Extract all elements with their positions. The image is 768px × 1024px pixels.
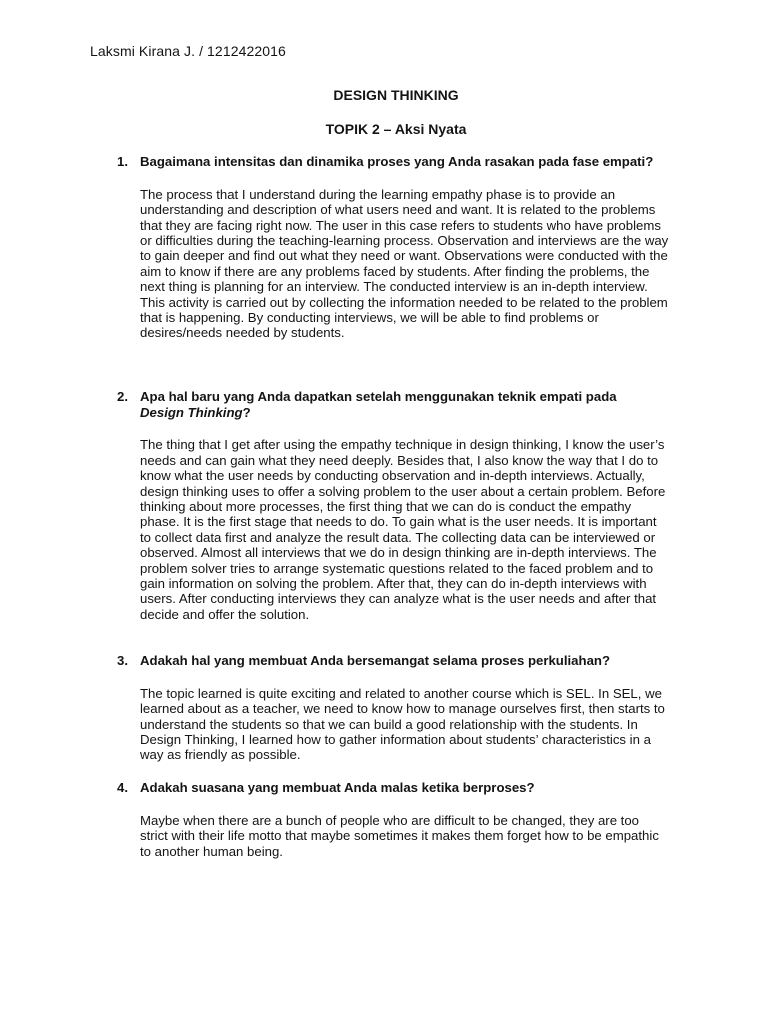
document-title: DESIGN THINKING bbox=[333, 87, 459, 103]
answer-paragraph: The topic learned is quite exciting and related to another course which is SEL. In SEL, we learned about as a teacher, we need to know how to manage ourselves first, then starts to understand the students so that we can build a good relationship with the students. In Design Thinking, I learned how to gather information about students’ characteristics in a way as friendly as possible. bbox=[140, 685, 665, 763]
answer-text bbox=[140, 187, 670, 341]
question-2 bbox=[117, 389, 666, 622]
answer-paragraph: Maybe when there are a bunch of people who are difficult to be changed, they are too strict with their life motto that maybe sometimes it makes them forget how to be empathic to another human being. bbox=[140, 812, 659, 859]
question-text-end: ? bbox=[242, 404, 251, 420]
question-number: 2. bbox=[117, 389, 128, 404]
question-text: Bagaimana intensitas dan dinamika proses yang Anda rasakan pada fase empati? bbox=[140, 154, 654, 169]
question-text: Adakah hal yang membuat Anda bersemangat selama proses perkuliahan? bbox=[140, 653, 611, 668]
question-4 bbox=[117, 780, 657, 859]
document-subtitle: TOPIK 2 – Aksi Nyata bbox=[325, 121, 467, 137]
question-text-italic: Design Thinking bbox=[140, 404, 243, 420]
question-text-start: Apa hal baru yang Anda dapatkan setelah menggunakan teknik empati pada bbox=[140, 389, 617, 404]
answer-text bbox=[140, 437, 670, 622]
question-text bbox=[140, 389, 657, 420]
answer-text bbox=[140, 686, 670, 763]
answer-paragraph: The process that I understand during the learning empathy phase is to provide an understanding and description of what users need and want. It is related to the problems that they are facing right now. The user in this case refers to students who have problems or difficulties during the teaching-learning process. Observation and interviews are the way to gain deeper and find out what they need or want. Observations were conducted with the aim to know if there are any problems faced by students. After finding the problems, the next thing is planning for an interview. The conducted interview is an in-depth interview. This activity is carried out by collecting the information needed to be related to the problem that is happening. By conducting interviews, we will be able to find problems or desires/needs needed by students. bbox=[140, 186, 669, 341]
question-1 bbox=[117, 154, 669, 341]
question-text: Adakah suasana yang membuat Anda malas ketika berproses? bbox=[140, 780, 535, 795]
answer-text bbox=[140, 813, 670, 859]
author-line: Laksmi Kirana J. / 1212422016 bbox=[90, 43, 286, 59]
answer-paragraph: The thing that I get after using the empathy technique in design thinking, I know the user’s needs and can gain what they need deeply. Besides that, I also know the way that I do to know what the user needs by conducting observation and in-depth interviews. Actually, design thinking uses to offer a solving problem to the user about a certain problem. Before thinking about more processes, the first thing that we can do is conduct the empathy phase. It is the first stage that needs to do. To gain what is the user needs. It is important to collect data first and analyze the result data. The collecting data can be interviewed or observed. Almost all interviews that we do in design thinking are in-depth interviews. The problem solver tries to arrange systematic questions related to the faced problem and to gain information on solving the problem. After that, they can do in-depth interviews with users. After conducting interviews they can analyze what is the user needs and after that decide and offer the solution. bbox=[140, 437, 666, 622]
question-number: 3. bbox=[117, 653, 128, 668]
question-number: 4. bbox=[117, 780, 128, 795]
question-number: 1. bbox=[117, 154, 128, 169]
question-3 bbox=[117, 653, 665, 763]
